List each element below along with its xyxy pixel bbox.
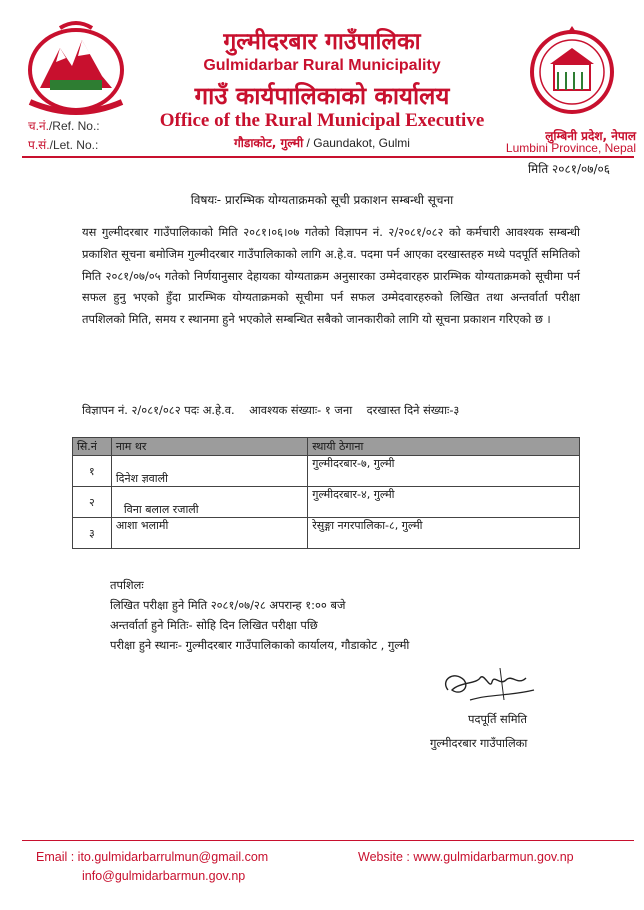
footer-divider: [22, 840, 634, 841]
header-divider: [22, 156, 634, 158]
municipality-name-np: गुल्मीदरबार गाउँपालिका: [223, 29, 421, 55]
footer-email-secondary[interactable]: info@gulmidarbarmun.gov.np: [82, 869, 246, 883]
cell-name: आशा भलामी: [111, 518, 307, 549]
table-row: [73, 487, 580, 518]
notice-subject: विषयः- प्रारम्भिक योग्यताक्रमको सूची प्रकाशन सम्बन्धी सूचना: [190, 193, 454, 207]
col-header-address: स्थायी ठेगाना: [308, 438, 580, 456]
table-header-row: [73, 438, 580, 456]
col-header-name: नाम थर: [111, 438, 307, 456]
signature-icon: [430, 660, 550, 710]
address-np: गौडाकोट, गुल्मी: [234, 136, 304, 150]
letter-no-np: प.सं.: [28, 138, 50, 152]
ref-no-np: च.नं.: [28, 119, 49, 133]
address-en: Gaundakot, Gulmi: [313, 136, 410, 150]
municipality-name-en: Gulmidarbar Rural Municipality: [203, 57, 441, 74]
schedule-venue: परीक्षा हुने स्थानः- गुल्मीदरबार गाउँपालिकाको कार्यालय, गौडाकोट , गुल्मी: [110, 638, 410, 652]
province-name-en: Lumbini Province, Nepal: [505, 141, 636, 155]
candidate-table: [72, 437, 580, 549]
cell-address: रेसुङ्गा नगरपालिका-८, गुल्मी: [308, 518, 580, 549]
footer-website[interactable]: Website : www.gulmidarbarmun.gov.np: [358, 850, 574, 864]
ref-no-en: /Ref. No.:: [48, 119, 100, 133]
letter-no-label: [28, 136, 98, 153]
schedule-written-exam: लिखित परीक्षा हुने मिति २०८१/०७/२८ अपरान्ह १:०० बजे: [110, 598, 346, 612]
cell-sn: ३: [73, 518, 112, 549]
cell-name: दिनेश ज्ञवाली: [111, 456, 307, 487]
footer-email[interactable]: Email : ito.gulmidarbarrulmun@gmail.com: [36, 850, 269, 864]
cell-name: विना बलाल रजाली: [111, 487, 307, 518]
table-row: [73, 518, 580, 549]
schedule-heading: तपशिलः: [110, 578, 144, 592]
table-row: [73, 456, 580, 487]
notice-date: मिति २०८१/०७/०६: [527, 162, 610, 176]
office-name-en: Office of the Rural Municipal Executive: [159, 110, 485, 131]
notice-body: यस गुल्मीदरबार गाउँपालिकाको मिति २०८१।०६।०७ गतेको विज्ञापन नं. २/२०८१/०८२ को कर्मचारी आवश्यक सम्बन्धी प्रकाशित सूचना बमोजिम गुल्मीदरबार गाउँपालिकाको लागि अ.हे.व. पदमा पर्न आएका दरखास्तहरु मध्ये पदपूर्ति समितिको मिति २०८१/०७/०५ गतेको निर्णयानुसार देहायका योग्यताक्रम अनुसारका उम्मेदवारहरु प्रारम्भिक योग्यताक्रमको सूचीमा पर्न सफल हुनु भएको हुँदा प्रारम्भिक योग्यताक्रमको सूचीमा पर्न सफल उम्मेदवारहरुको लिखित तथा अन्तर्वार्ता परीक्षा तपशिलको मिति, समय र स्थानमा हुने भएकोले सम्बन्धित सबैको जानकारीको लागि यो सूचना प्रकाशन गरिएको छ ।: [82, 225, 580, 327]
signatory-committee: पदपूर्ति समिति: [468, 712, 527, 726]
signatory-municipality: गुल्मीदरबार गाउँपालिका: [430, 736, 528, 750]
cell-sn: १: [73, 456, 112, 487]
address-separator: /: [303, 136, 314, 150]
advertisement-line: विज्ञापन नं. २/०८१/०८२ पदः अ.हे.व. आवश्यक संख्याः- १ जना दरखास्त दिने संख्याः-३: [82, 403, 460, 417]
ref-no-label: [28, 117, 100, 134]
cell-address: गुल्मीदरबार-७, गुल्मी: [308, 456, 580, 487]
province-name-np: लुम्बिनी प्रदेश, नेपाल: [545, 129, 636, 143]
cell-address: गुल्मीदरबार-४, गुल्मी: [308, 487, 580, 518]
letter-no-en: /Let. No.:: [49, 138, 99, 152]
cell-sn: २: [73, 487, 112, 518]
col-header-sn: सि.नं: [73, 438, 112, 456]
office-name-np: गाउँ कार्यपालिकाको कार्यालय: [194, 82, 450, 110]
schedule-interview: अन्तर्वार्ता हुने मितिः- सोहि दिन लिखित परीक्षा पछि: [110, 618, 318, 632]
